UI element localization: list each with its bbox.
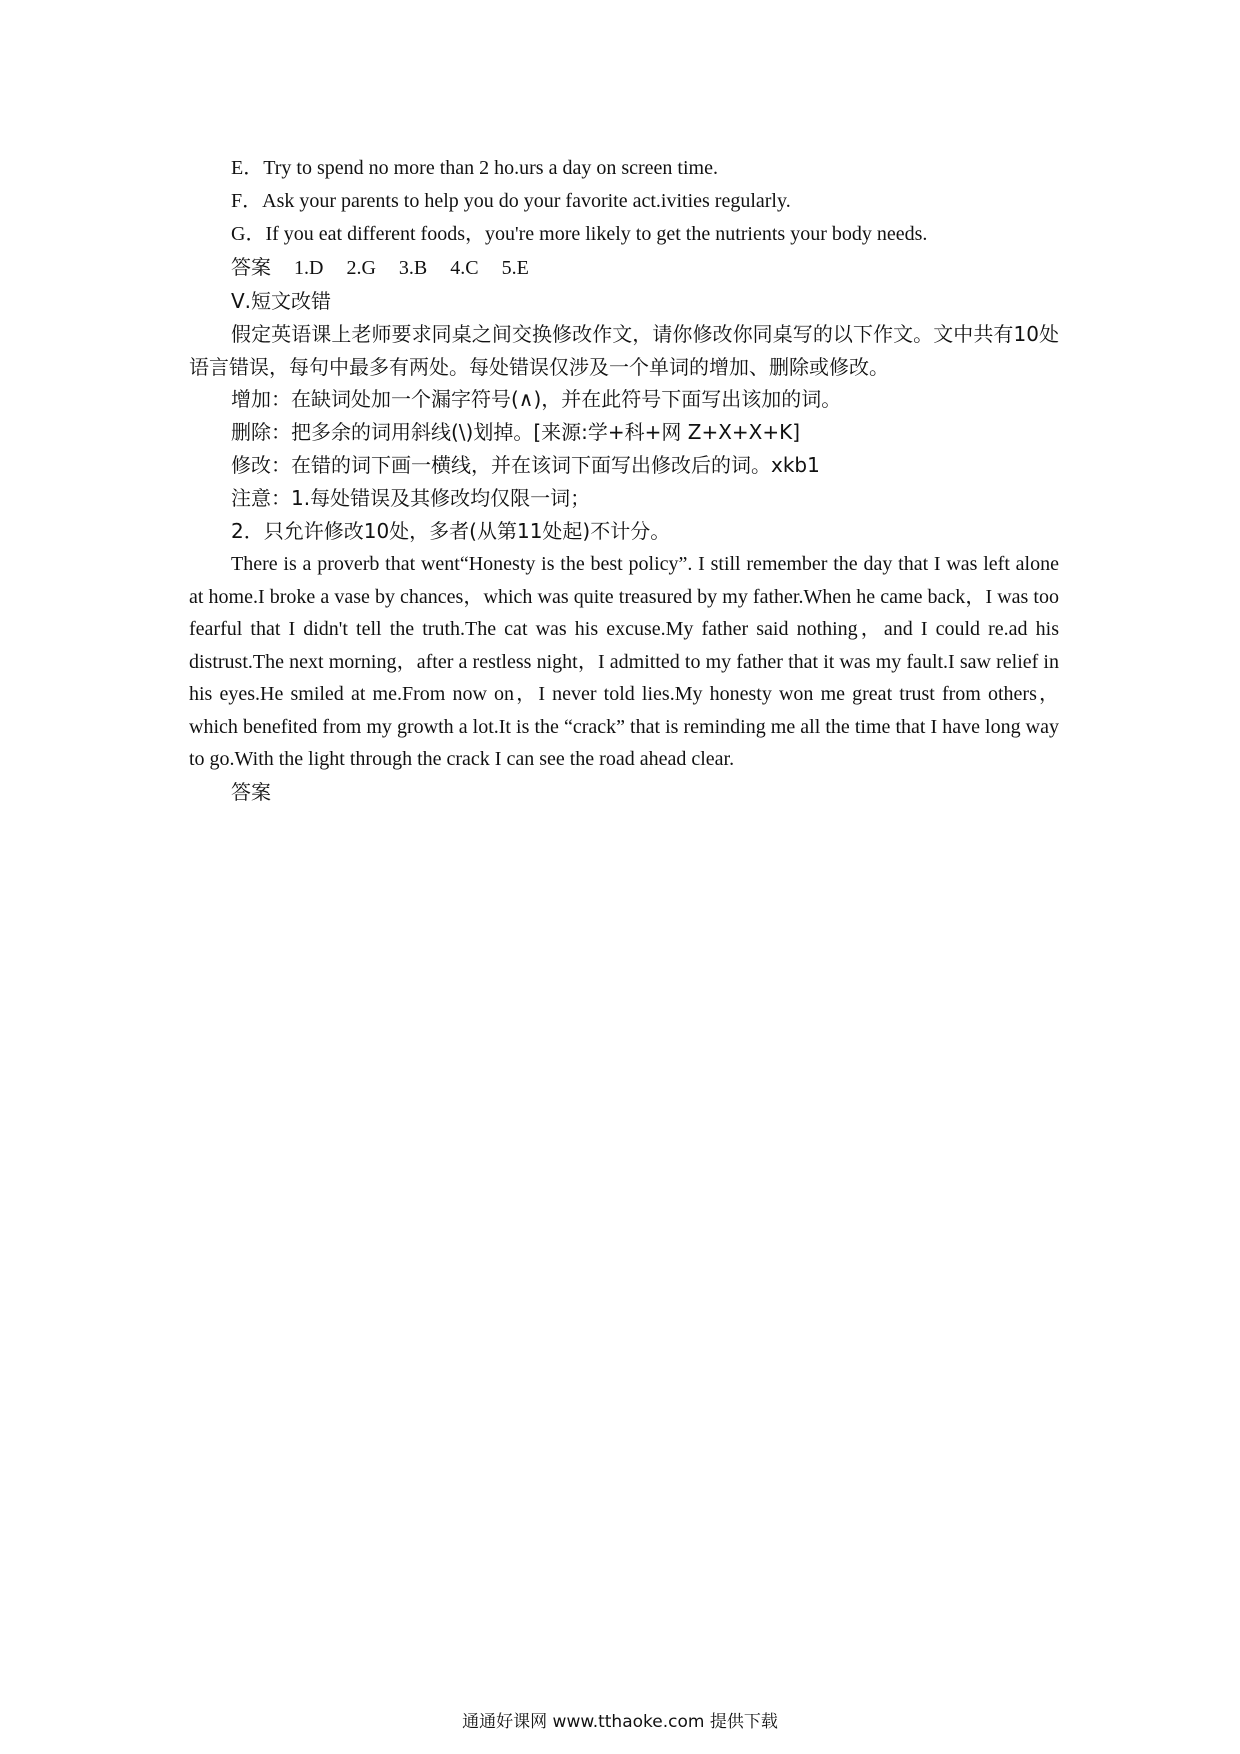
document-body — [189, 152, 1059, 809]
instructions-intro: 假定英语课上老师要求同桌之间交换修改作文，请你修改你同桌写的以下作文。文中共有10处语言错误，每句中最多有两处。每处错误仅涉及一个单词的增加、删除或修改。 — [189, 322, 1059, 379]
page-footer: 通通好课网 www.tthaoke.com 提供下载 — [462, 1712, 778, 1732]
instructions-note-2: 2．只允许修改10处，多者(从第11处起)不计分。 — [231, 519, 671, 543]
passage-text: There is a proverb that went“Honesty is the best policy”. I still remember the day that I was left alone at home.I broke a vase by chances，which was quite treasured by my father.When he came back，I was too fearful that I didn't tell the truth.The cat was his excuse.My father said nothing，and I could re.ad his distrust.The next morning，after a restless night，I admitted to my father that it was my fault.I saw relief in his eyes.He smiled at me.From now on，I never told lies.My honesty won me great trust from others，which benefited from my growth a lot.It is the “crack” that is reminding me all the time that I have long way to go.With the light through the crack I can see the road ahead clear. — [189, 553, 1059, 770]
section-heading: Ⅴ.短文改错 — [231, 289, 332, 313]
answer-item-2: 2.G — [346, 257, 376, 279]
instructions-add: 增加：在缺词处加一个漏字符号(∧)，并在此符号下面写出该加的词。 — [231, 387, 842, 411]
answer-key-row — [189, 251, 1059, 285]
instructions-note-1: 注意：1.每处错误及其修改均仅限一词； — [231, 486, 591, 510]
answer-item-4: 4.C — [450, 257, 479, 279]
instructions-modify: 修改：在错的词下画一横线，并在该词下面写出修改后的词。xkb1 — [231, 453, 820, 477]
instructions-delete: 删除：把多余的词用斜线(\)划掉。[来源:学+科+网 Z+X+X+K] — [231, 420, 801, 444]
option-g: G．If you eat different foods，you're more likely to get the nutrients your body needs. — [231, 223, 928, 245]
answer-item-3: 3.B — [398, 257, 428, 279]
option-f: F．Ask your parents to help you do your favorite act.ivities regularly. — [231, 190, 791, 212]
final-answer-label: 答案 — [231, 779, 271, 804]
option-e: E．Try to spend no more than 2 ho.urs a day on screen time. — [231, 157, 718, 179]
answer-item-5: 5.E — [501, 257, 529, 279]
answer-label: 答案 — [231, 255, 271, 279]
answer-item-1: 1.D — [294, 257, 324, 279]
